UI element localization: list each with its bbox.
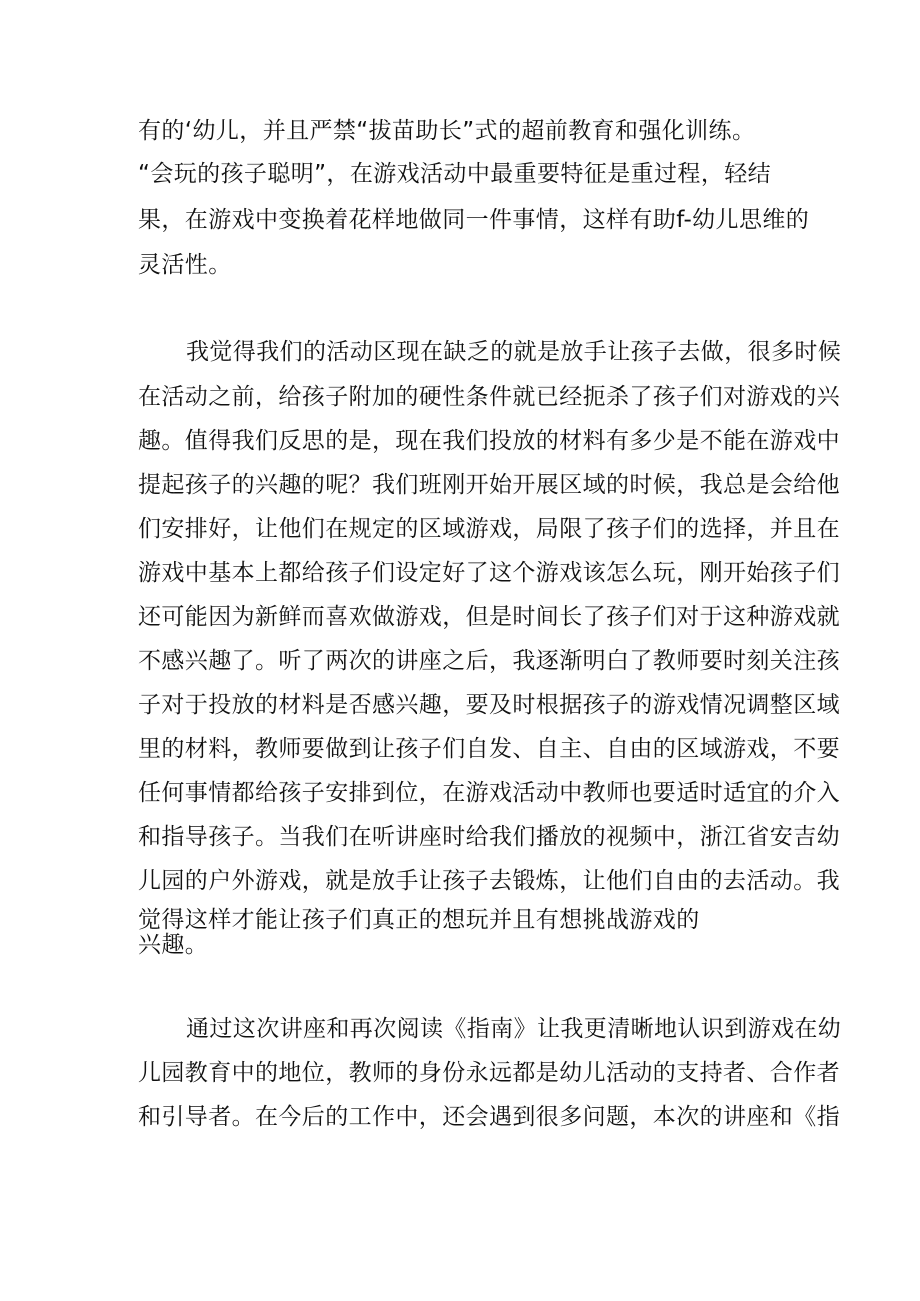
paragraph-1-line-1: 有的‘幼儿，并且严禁“拔苗助长”式的超前教育和强化训练。	[138, 118, 756, 144]
paragraph-2-line-14: 觉得这样才能让孩子们真正的想玩并且有想挑战游戏的	[138, 907, 700, 933]
paragraph-2-line-10: 里的材料，教师要做到让孩子们自发、自主、自由的区域游戏，不要	[138, 736, 840, 762]
paragraph-3-line-3: 和引导者。在今后的工作中，还会遇到很多问题，本次的讲座和《指	[138, 1104, 840, 1130]
paragraph-2-line-13: 儿园的户外游戏，就是放手让孩子去锻炼，让他们自由的去活动。我	[138, 868, 840, 894]
paragraph-2-line-2: 在活动之前，给孩子附加的硬性条件就已经扼杀了孩子们对游戏的兴	[138, 384, 840, 410]
paragraph-2-line-3: 趣。值得我们反思的是，现在我们投放的材料有多少是不能在游戏中	[138, 428, 840, 454]
paragraph-2-line-11: 任何事情都给孩子安排到位，在游戏活动中教师也要适时适宜的介入	[138, 780, 840, 806]
paragraph-2-line-5: 们安排好，让他们在规定的区域游戏，局限了孩子们的选择，并且在	[138, 516, 840, 542]
paragraph-1-line-4: 灵活性。	[138, 252, 232, 278]
paragraph-1-line-2: “会玩的孩子聪明”，在游戏活动中最重要特征是重过程，轻结	[138, 161, 772, 187]
paragraph-2-line-6: 游戏中基本上都给孩子们设定好了这个游戏该怎么玩，刚开始孩子们	[138, 560, 840, 586]
paragraph-2-line-15: 兴趣。	[138, 932, 209, 958]
paragraph-3-line-2: 儿园教育中的地位，教师的身份永远都是幼儿活动的支持者、合作者	[138, 1060, 840, 1086]
paragraph-3-line-1: 通过这次讲座和再次阅读《指南》让我更清晰地认识到游戏在幼	[186, 1016, 842, 1042]
paragraph-2-line-8: 不感兴趣了。听了两次的讲座之后，我逐渐明白了教师要时刻关注孩	[138, 648, 840, 674]
paragraph-1-line-3: 果，在游戏中变换着花样地做同一件事情，这样有助f-幼儿思维的	[138, 207, 810, 233]
paragraph-2-line-12: 和指导孩子。当我们在听讲座时给我们播放的视频中，浙江省安吉幼	[138, 824, 840, 850]
paragraph-2-line-4: 提起孩子的兴趣的呢？我们班刚开始开展区域的时候，我总是会给他	[138, 472, 840, 498]
paragraph-2-line-7: 还可能因为新鲜而喜欢做游戏，但是时间长了孩子们对于这种游戏就	[138, 604, 840, 630]
paragraph-2-line-1: 我觉得我们的活动区现在缺乏的就是放手让孩子去做，很多时候	[186, 339, 842, 365]
paragraph-2-line-9: 子对于投放的材料是否感兴趣，要及时根据孩子的游戏情况调整区域	[138, 692, 840, 718]
